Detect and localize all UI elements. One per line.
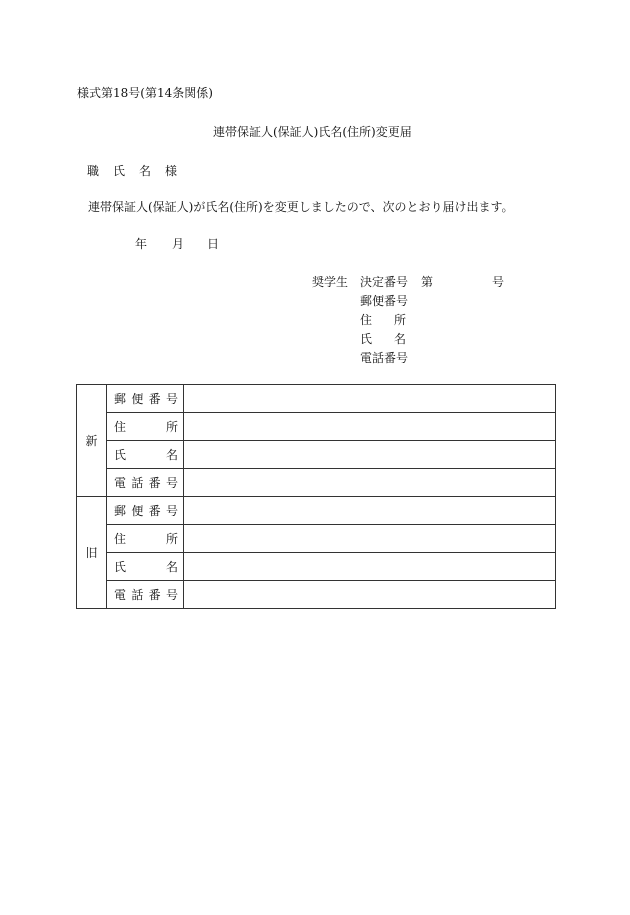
table-row [77,469,556,497]
field-label-char: 電 [114,476,127,490]
field-value-cell[interactable] [184,441,556,469]
field-label [114,586,178,603]
field-label-char: 郵 [114,504,127,518]
field-label-char: 名 [165,560,178,574]
field-label-cell [107,553,184,581]
field-value-cell[interactable] [184,413,556,441]
field-label [114,390,178,407]
date-day-label: 日 [207,237,220,251]
field-label-cell [107,497,184,525]
field-label-cell [107,525,184,553]
applicant-address-label-char: 所 [393,313,406,327]
field-label-cell [107,581,184,609]
change-table-body [77,385,556,609]
field-label [114,446,178,463]
form-number: 様式第18号(第14条関係) [77,86,213,100]
field-label-char: 名 [165,448,178,462]
applicant-name-label-char: 名 [393,332,406,346]
field-label-char: 便 [131,504,144,518]
old-group-label: 旧 [77,497,107,609]
field-label-char: 便 [131,392,144,406]
new-group-label: 新 [77,385,107,497]
decision-number-label: 決定番号 [360,275,409,289]
field-label-char: 号 [165,504,178,518]
date-year-label: 年 [135,237,148,251]
field-label-char: 番 [148,392,161,406]
field-label-char: 電 [114,588,127,602]
field-label [114,418,178,435]
applicant-address-label [360,313,406,327]
table-row [77,385,556,413]
applicant-label: 奨学生 [312,275,349,289]
decision-number-suffix: 号 [492,275,505,289]
field-label [114,558,178,575]
field-value-cell[interactable] [184,525,556,553]
field-label-char: 号 [165,476,178,490]
field-label-char: 氏 [114,560,127,574]
field-value-cell[interactable] [184,469,556,497]
applicant-phone-label: 電話番号 [360,351,409,365]
addressee: 職 氏 名 様 [87,164,179,178]
field-value-cell[interactable] [184,497,556,525]
table-row [77,413,556,441]
table-row [77,497,556,525]
field-label-char: 所 [165,532,178,546]
field-label-char: 郵 [114,392,127,406]
field-label-char: 番 [148,504,161,518]
field-label-cell [107,469,184,497]
notice-body-text: 連帯保証人(保証人)が氏名(住所)を変更しましたので、次のとおり届け出ます。 [88,200,514,214]
applicant-address-label-char: 住 [360,313,373,327]
table-row [77,441,556,469]
applicant-name-label [360,332,406,346]
field-label [114,474,178,491]
field-label-cell [107,441,184,469]
field-value-cell[interactable] [184,581,556,609]
field-label-char: 番 [148,476,161,490]
field-label-char: 住 [114,532,127,546]
field-label-char: 号 [165,588,178,602]
field-label-char: 番 [148,588,161,602]
field-label-cell [107,385,184,413]
document-title: 連帯保証人(保証人)氏名(住所)変更届 [213,125,412,139]
field-label-char: 住 [114,420,127,434]
field-value-cell[interactable] [184,385,556,413]
field-label-char: 所 [165,420,178,434]
decision-number-prefix: 第 [421,275,434,289]
field-label [114,530,178,547]
field-label-cell [107,413,184,441]
table-row [77,581,556,609]
field-label-char: 号 [165,392,178,406]
field-label [114,502,178,519]
change-details-table [76,384,556,609]
applicant-postal-code-label: 郵便番号 [360,294,409,308]
applicant-name-label-char: 氏 [360,332,373,346]
date-month-label: 月 [172,237,185,251]
field-value-cell[interactable] [184,553,556,581]
field-label-char: 話 [131,476,144,490]
table-row [77,525,556,553]
field-label-char: 話 [131,588,144,602]
table-row [77,553,556,581]
field-label-char: 氏 [114,448,127,462]
